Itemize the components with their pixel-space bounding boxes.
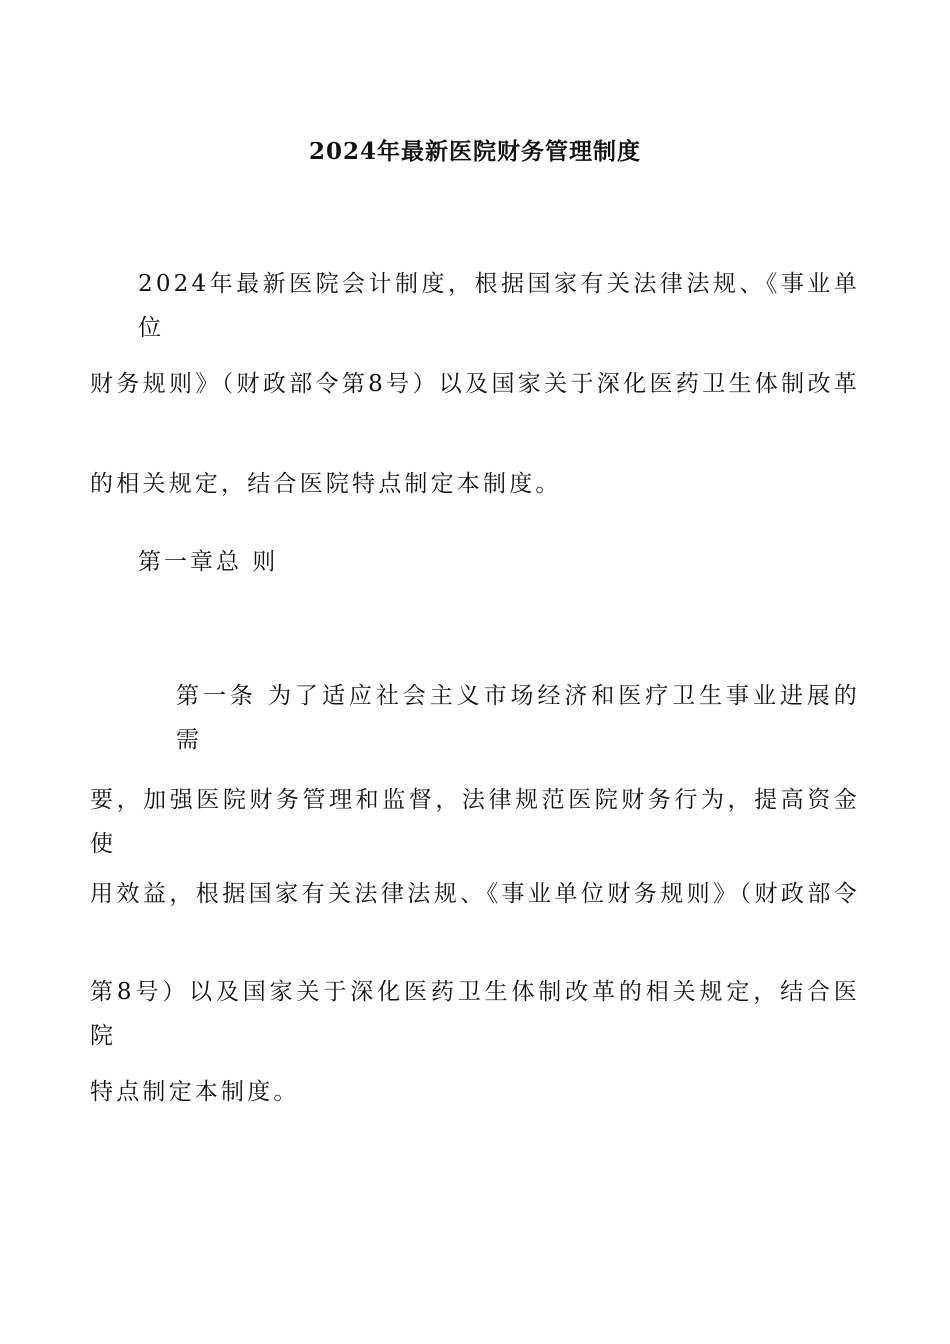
preamble-line-3: 的相关规定，结合医院特点制定本制度。 [90,471,562,497]
article-1-line-4: 第8号）以及国家关于深化医药卫生体制改革的相关规定，结合医院 [90,979,860,1049]
article-1-line-1: 第一条 为了适应社会主义市场经济和医疗卫生事业进展的需 [176,683,860,753]
chapter-heading: 第一章总 则 [138,549,279,575]
article-1-line-3: 用效益，根据国家有关法律法规、《事业单位财务规则》（财政部令 [90,881,860,907]
document-title: 2024年最新医院财务管理制度 [308,138,641,165]
article-1-line-5: 特点制定本制度。 [90,1079,300,1105]
preamble-line-2: 财务规则》（财政部令第8号）以及国家关于深化医药卫生体制改革 [90,371,860,397]
preamble-line-1: 2024年最新医院会计制度，根据国家有关法律法规、《事业单位 [138,271,860,341]
article-1-line-2: 要，加强医院财务管理和监督，法律规范医院财务行为，提高资金使 [90,787,860,857]
